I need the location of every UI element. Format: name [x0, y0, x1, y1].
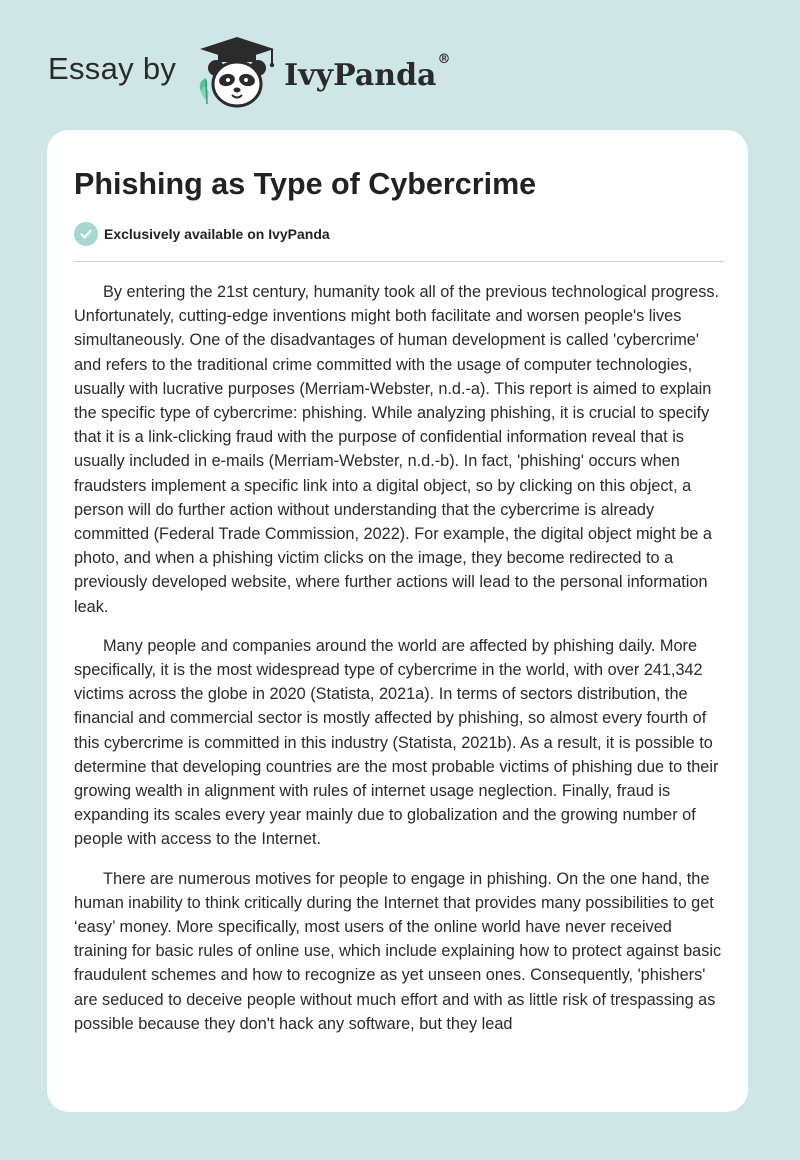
essay-card	[47, 130, 748, 1112]
site-header	[48, 34, 451, 114]
badge-label: Exclusively available on IvyPanda	[104, 226, 330, 242]
divider	[74, 261, 724, 262]
paragraph: Many people and companies around the world are affected by phishing daily. More specifically, it is the most widespread type of cybercrime in the world, with over 241,342 victims across the globe in 2020 (Statista, 2021a). In terms of sectors distribution, the financial and commercial sector is mostly affected by phishing, so almost every fourth of this cybercrime is committed in this industry (Statista, 2021b). As a result, it is possible to determine that developing countries are the most probable victims of phishing due to their growing wealth in alignment with rules of internet usage neglection. Finally, fraud is expanding its scales every year mainly due to globalization and the growing number of people with access to the Internet.	[74, 636, 719, 849]
brand-name[interactable]: IvyPanda®	[284, 51, 451, 93]
paragraph: By entering the 21st century, humanity took all of the previous technological progress. Unfortunately, cutting-edge inventions might both facilitate and worsen people's lives simultaneously. One of the disadvantages of human development is called 'cybercrime' and refers to the traditional crime committed with the usage of computer technologies, usually with lucrative purposes (Merriam-Webster, n.d.-a). This report is aimed to explain the specific type of cybercrime: phishing. While analyzing phishing, it is crucial to specify that it is a link-clicking fraud with the purpose of confidential information reveal that is usually included in e-mails (Merriam-Webster, n.d.-b). In fact, 'phishing' occurs when fraudsters implement a specific link into a digital object, so by clicking on this object, a person will do further action without understanding that the cybercrime is already committed (Federal Trade Commission, 2022). For example, the digital object might be a photo, and when a phishing victim clicks on the image, they become redirected to a previously developed website, where further actions will lead to the personal information leak.	[74, 283, 720, 616]
exclusive-badge	[74, 222, 330, 246]
paragraph: There are numerous motives for people to engage in phishing. On the one hand, the human inability to think critically during the Internet that provides many possibilities to get ‘easy’ money. More specifically, most users of the online world have never received training for basic rules of online use, which include explaining how to protect against basic fraudulent schemes and how to recognize as yet unseen ones. Consequently, 'phishers' are seduced to deceive people without much effort and with as little risk of trespassing as possible because they don't hack any software, but they lead	[74, 869, 722, 1033]
brand-prefix: Essay by	[48, 51, 177, 86]
essay-body	[74, 280, 724, 1051]
panda-logo-icon[interactable]	[194, 34, 280, 110]
page-title: Phishing as Type of Cybercrime	[74, 167, 537, 201]
check-icon	[74, 222, 98, 246]
registered-mark: ®	[437, 51, 451, 67]
